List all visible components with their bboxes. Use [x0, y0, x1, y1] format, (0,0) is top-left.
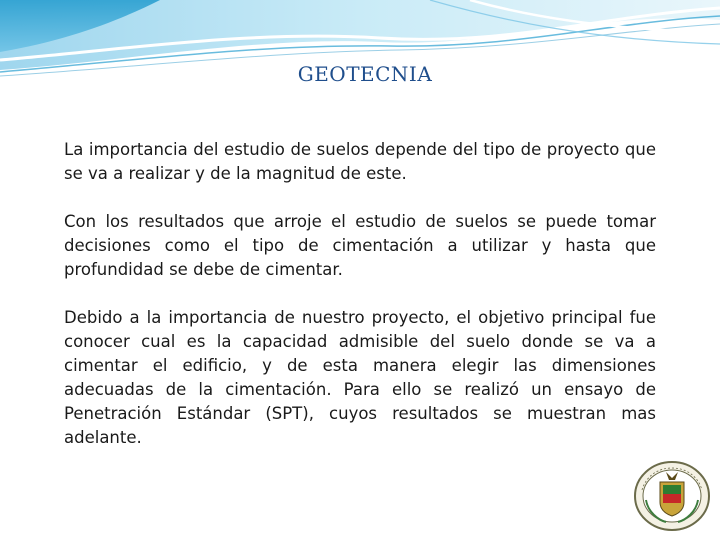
paragraph-2: Con los resultados que arroje el estudio de suelos se puede tomar decisiones como el tipo de cimentación a utilizar y hasta que profundidad se debe de cimentar.	[64, 212, 656, 279]
paragraph-1: La importancia del estudio de suelos depende del tipo de proyecto que se va a realizar y de la magnitud de este.	[64, 140, 656, 183]
paragraph-3: Debido a la importancia de nuestro proyecto, el objetivo principal fue conocer cual es la capacidad admisible del suelo donde se va a cimentar el edificio, y de esta manera elegir las dimensiones adecuadas de la cimentación. Para ello se realizó un ensayo de Penetración Estándar (SPT), cuyos resultados se muestran mas adelante.	[64, 308, 656, 447]
body-text	[64, 138, 656, 474]
page-title: GEOTECNIA	[297, 62, 433, 86]
university-seal-icon	[632, 460, 712, 532]
